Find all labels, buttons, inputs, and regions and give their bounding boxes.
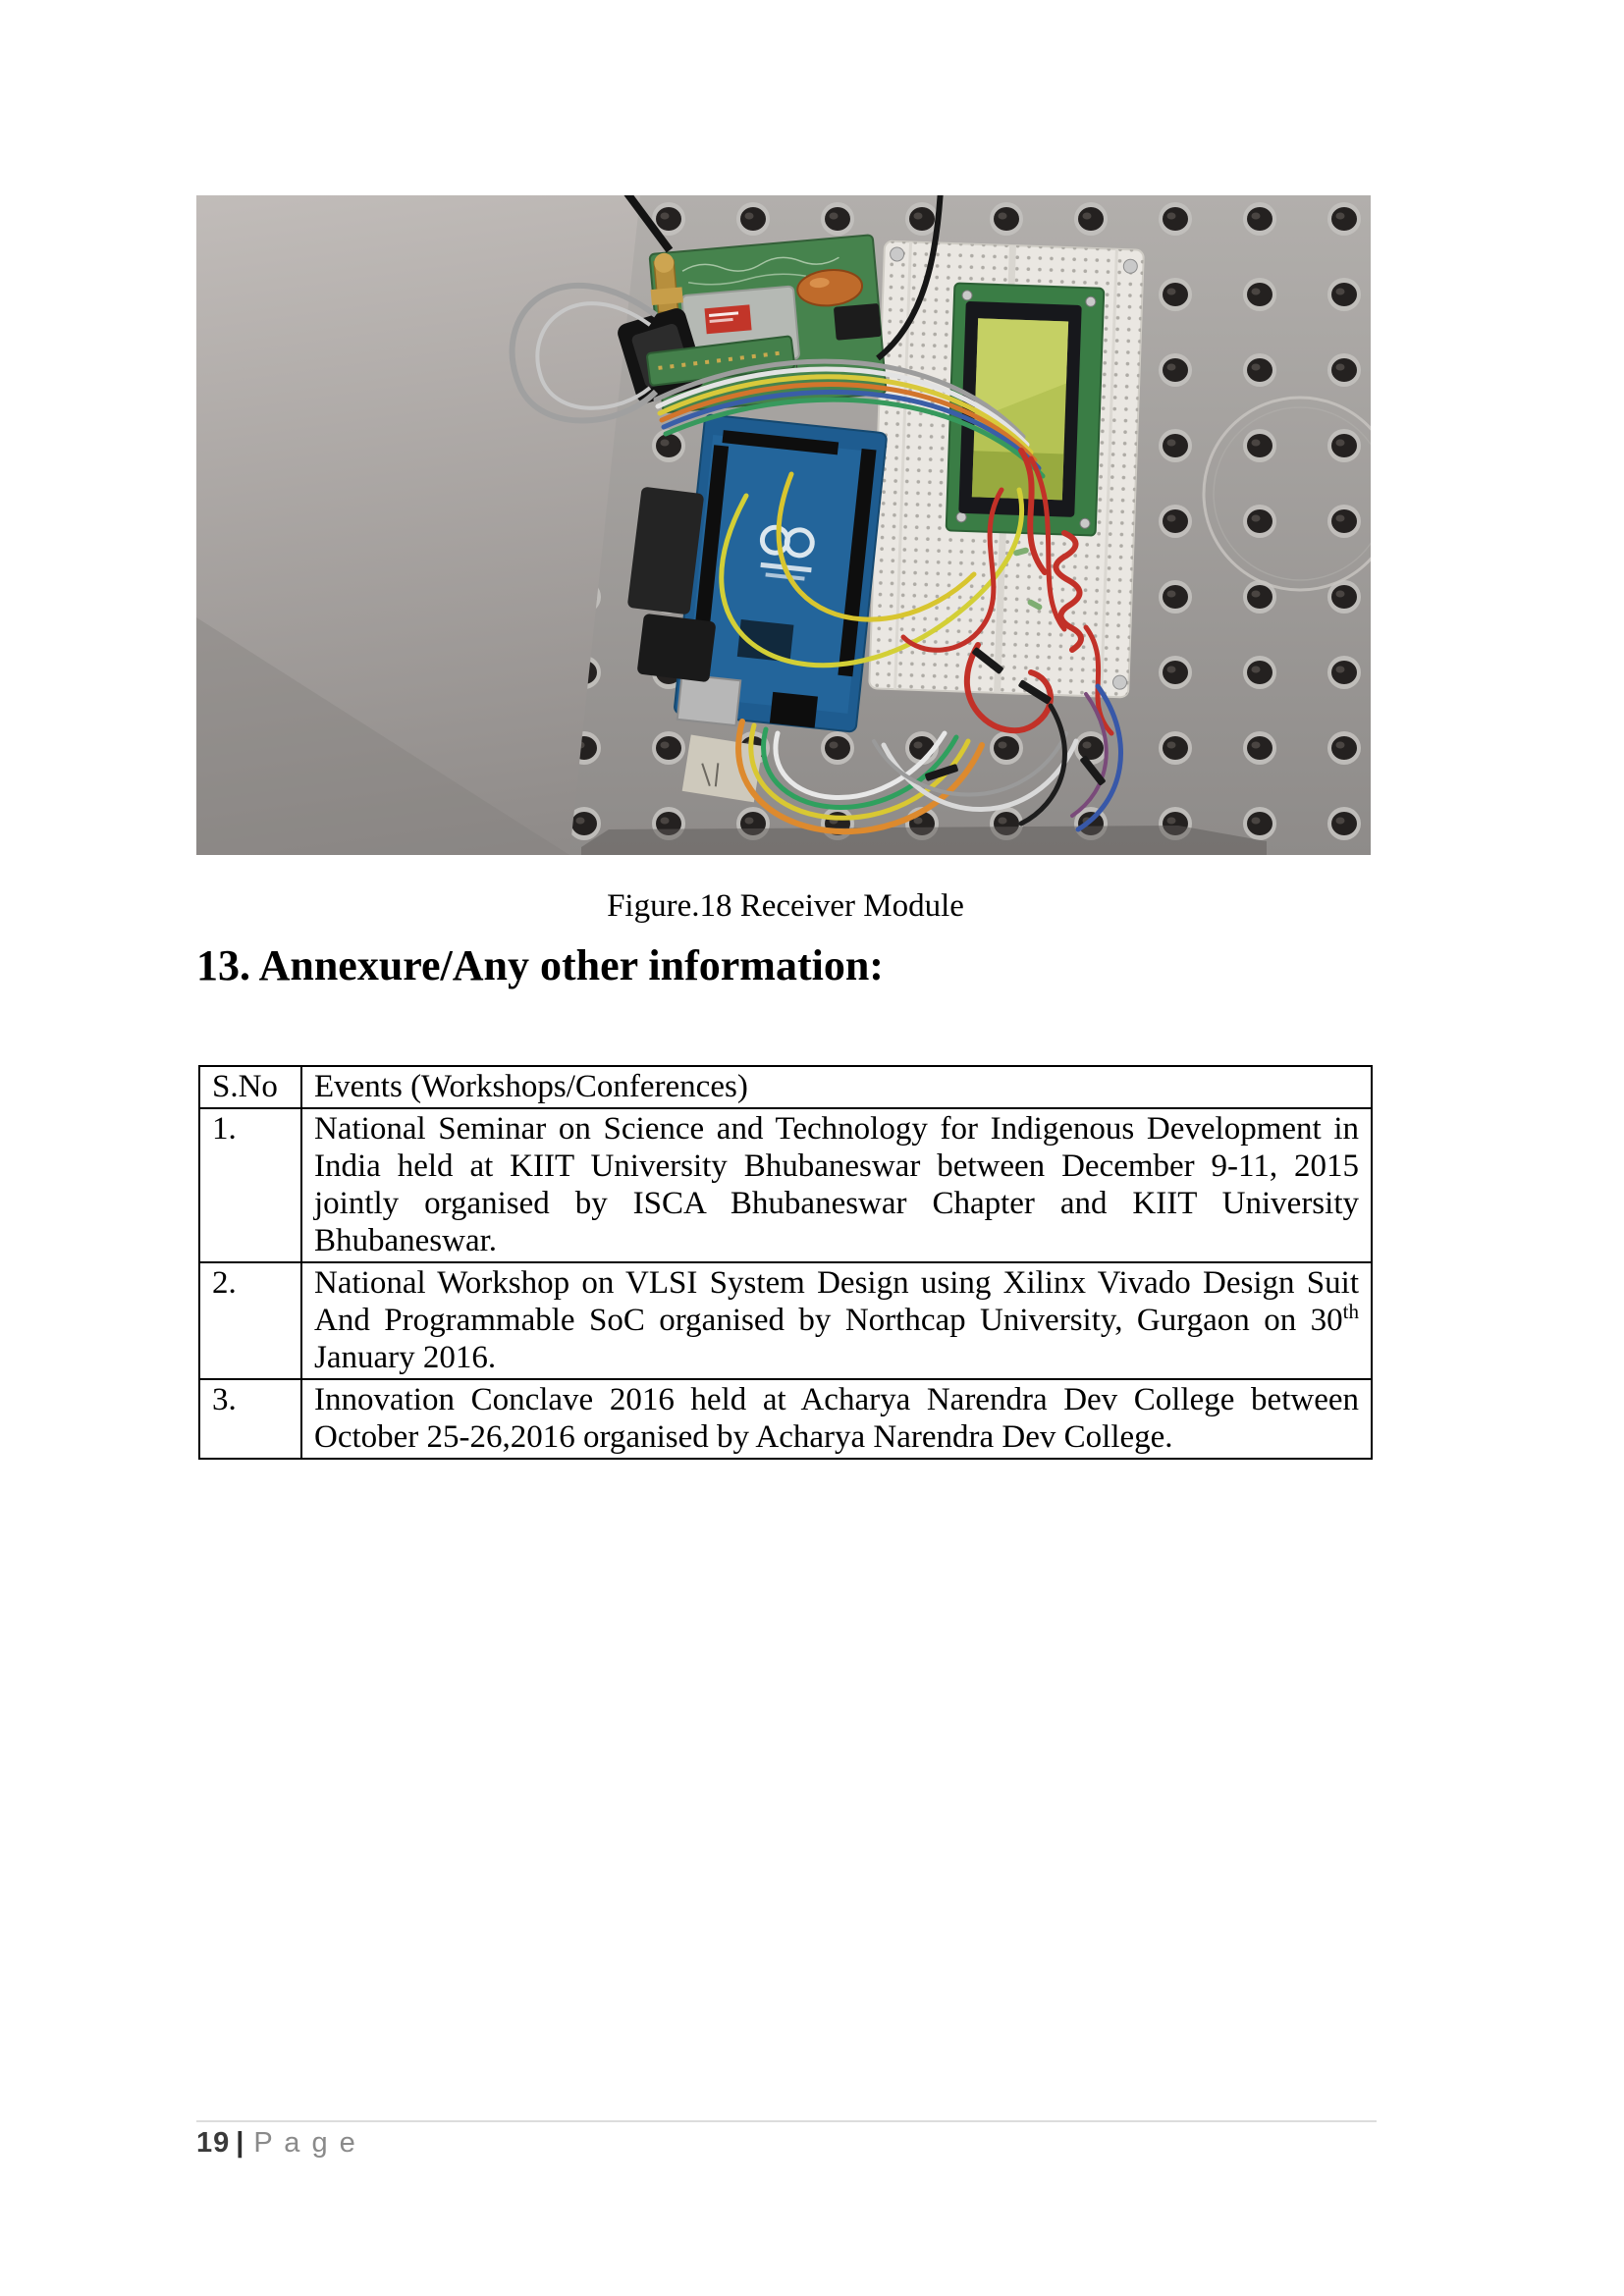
power-jack <box>770 692 818 728</box>
row-number: 2. <box>199 1262 301 1379</box>
event-text: Innovation Conclave 2016 held at Acharya Narendra Dev College between October 25-26,2016 organised by Acharya Narendra Dev College. <box>314 1382 1359 1455</box>
row-event-text <box>301 1262 1372 1379</box>
page-footer <box>196 2126 357 2160</box>
row-number: 3. <box>199 1379 301 1459</box>
event-text: National Seminar on Science and Technology for Indigenous Development in India held at KIIT University Bhubaneswar between December 9-11, 2015 jointly organised by ISCA Bhubaneswar Chapter and KIIT University Bhubaneswar. <box>314 1111 1359 1258</box>
figure-caption: Figure.18 Receiver Module <box>607 888 964 924</box>
event-superscript: th <box>1342 1300 1359 1323</box>
table-row <box>199 1262 1372 1379</box>
footer-divider <box>196 2120 1377 2122</box>
table-header-events: Events (Workshops/Conferences) <box>301 1066 1372 1108</box>
row-number: 1. <box>199 1108 301 1262</box>
page-number: 19 <box>196 2127 231 2159</box>
event-text-after: January 2016. <box>314 1340 497 1375</box>
usb-port <box>677 674 740 725</box>
events-table <box>198 1065 1373 1460</box>
footer-separator: | <box>236 2127 246 2159</box>
section-heading: 13. Annexure/Any other information: <box>196 941 884 989</box>
receiver-module-photo <box>196 195 1371 855</box>
receiver-module-photo-art <box>196 195 1371 855</box>
table-header-row <box>199 1066 1372 1108</box>
row-event-text <box>301 1379 1372 1459</box>
table-row <box>199 1108 1372 1262</box>
event-text: National Workshop on VLSI System Design using Xilinx Vivado Design Suit And Programmable SoC organised by Northcap University, Gurgaon on 30 <box>314 1265 1359 1338</box>
footer-label: P a g e <box>253 2127 357 2159</box>
table-header-sno: S.No <box>199 1066 301 1108</box>
row-event-text <box>301 1108 1372 1262</box>
table-row <box>199 1379 1372 1459</box>
